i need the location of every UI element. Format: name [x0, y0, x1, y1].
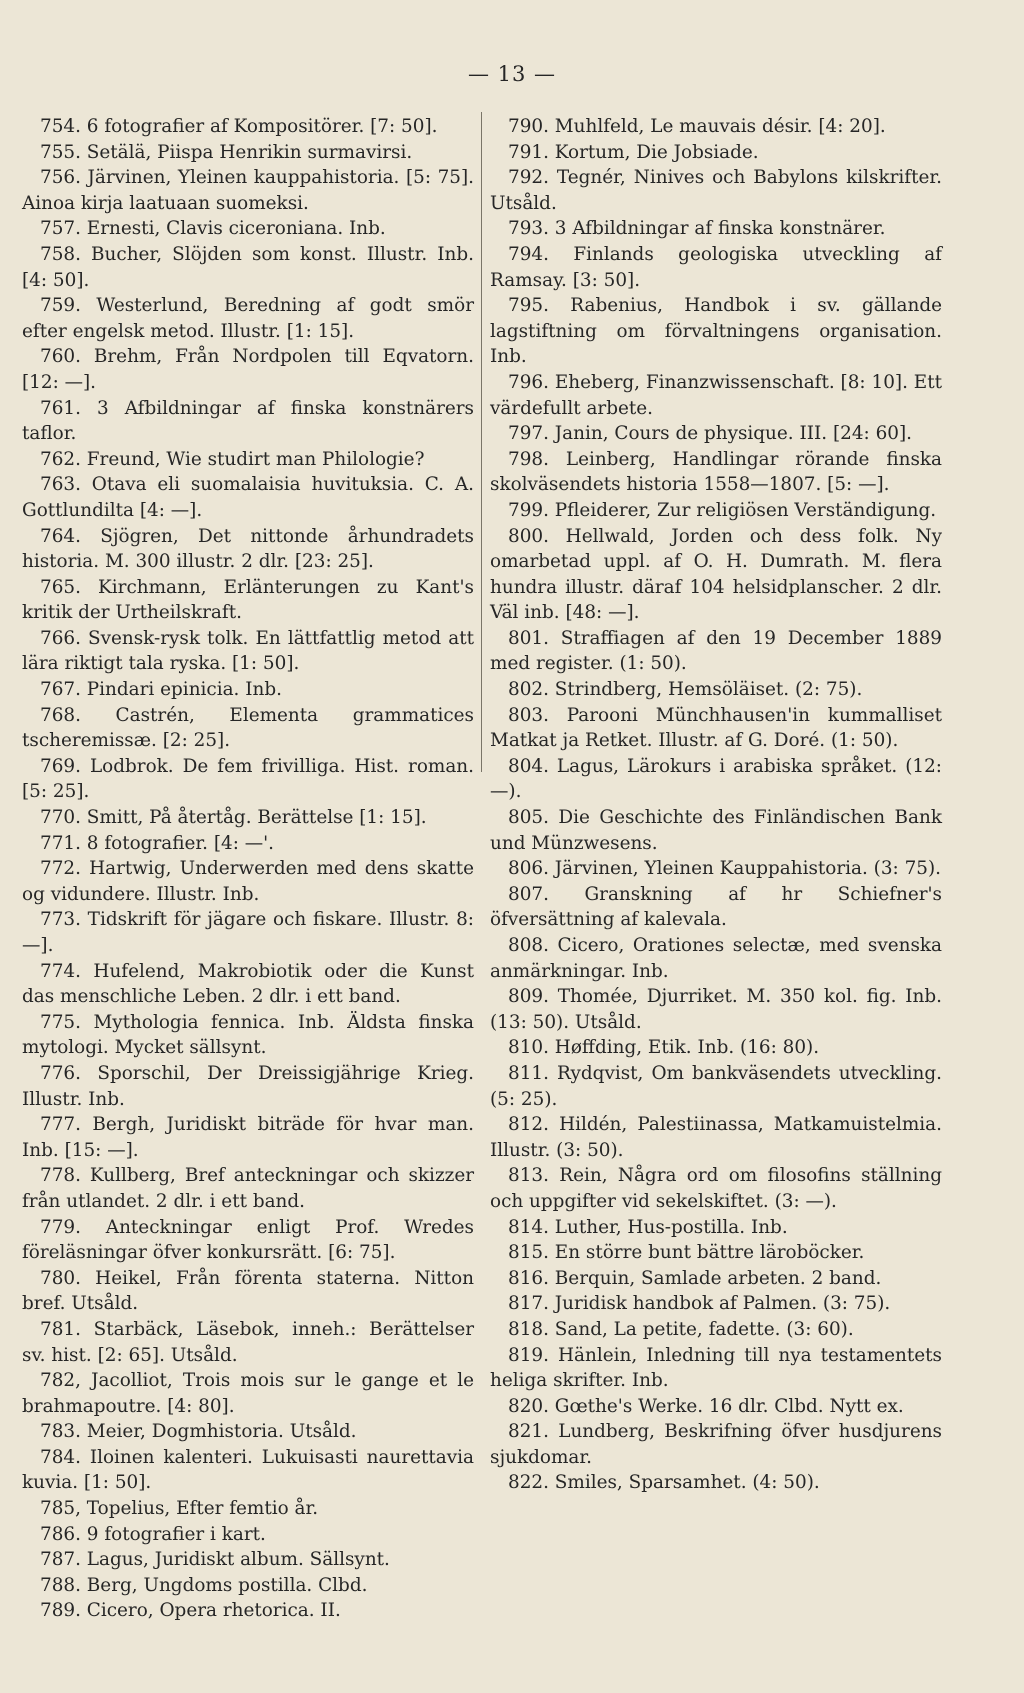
catalogue-entry: 822. Smiles, Sparsamhet. (4: 50).: [508, 1472, 820, 1494]
catalogue-entry: 793. 3 Afbildningar af finska konstnärer.: [508, 218, 886, 240]
catalogue-entry: 796. Eheberg, Finanzwissenschaft. [8: 10]. Ett värdefullt arbete.: [490, 371, 942, 419]
catalogue-entry: 762. Freund, Wie studirt man Philologie?: [40, 448, 425, 470]
catalogue-entry: 788. Berg, Ungdoms postilla. Clbd.: [40, 1574, 368, 1596]
catalogue-entry: 754. 6 fotografier af Kompositörer. [7: 50].: [40, 116, 438, 137]
catalogue-entry: 809. Thomée, Djurriket. M. 350 kol. fig. Inb. (13: 50). Utsåld.: [490, 986, 942, 1033]
catalogue-entry: 820. Gœthe's Werke. 16 dlr. Clbd. Nytt ex.: [508, 1395, 904, 1417]
catalogue-entry: 778. Kullberg, Bref anteckningar och skizzer från utlandet. 2 dlr. i ett band.: [22, 1165, 474, 1212]
catalogue-entry: 804. Lagus, Lärokurs i arabiska språket. (12: —).: [490, 755, 942, 803]
catalogue-entry: 771. 8 fotografier. [4: —'.: [40, 832, 275, 854]
catalogue-entry: 781. Starbäck, Läsebok, inneh.: Berättelser sv. hist. [2: 65]. Utsåld.: [22, 1318, 474, 1366]
catalogue-entry: 791. Kortum, Die Jobsiade.: [508, 141, 759, 163]
catalogue-entry: 769. Lodbrok. De fem frivilliga. Hist. roman. [5: 25].: [22, 755, 474, 803]
catalogue-entry: 811. Rydqvist, Om bankväsendets utveckling. (5: 25).: [490, 1062, 942, 1110]
catalogue-entry: 782, Jacolliot, Trois mois sur le gange et le brahmapoutre. [4: 80].: [22, 1370, 474, 1417]
catalogue-entry: 785, Topelius, Efter femtio år.: [40, 1498, 319, 1520]
catalogue-entry: 779. Anteckningar enligt Prof. Wredes föreläsningar öfver konkursrätt. [6: 75].: [22, 1216, 474, 1264]
catalogue-entry: 805. Die Geschichte des Finländischen Bank und Münzwesens.: [490, 807, 942, 854]
catalogue-entry: 798. Leinberg, Handlingar rörande finska skolväsendets historia 1558—1807. [5: —].: [490, 448, 942, 496]
catalogue-entry: 808. Cicero, Orationes selectæ, med svenska anmärkningar. Inb.: [490, 935, 942, 982]
catalogue-entry: 810. Høffding, Etik. Inb. (16: 80).: [508, 1037, 820, 1059]
catalogue-entry: 775. Mythologia fennica. Inb. Äldsta finska mytologi. Mycket sällsynt.: [22, 1011, 474, 1059]
catalogue-entry: 794. Finlands geologiska utveckling af Ramsay. [3: 50].: [490, 243, 942, 291]
right-column: [490, 114, 942, 1496]
catalogue-entry: 757. Ernesti, Clavis ciceroniana. Inb.: [40, 218, 386, 240]
catalogue-entry: 819. Hänlein, Inledning till nya testamentets heliga skrifter. Inb.: [490, 1344, 942, 1392]
catalogue-entry: 817. Juridisk handbok af Palmen. (3: 75).: [508, 1293, 891, 1315]
catalogue-entry: 756. Järvinen, Yleinen kauppahistoria. [5: 75]. Ainoa kirja laatuaan suomeksi.: [22, 167, 474, 214]
catalogue-entry: 787. Lagus, Juridiskt album. Sällsynt.: [40, 1549, 390, 1571]
catalogue-entry: 802. Strindberg, Hemsöläiset. (2: 75).: [508, 679, 863, 701]
catalogue-entry: 818. Sand, La petite, fadette. (3: 60).: [508, 1318, 854, 1340]
catalogue-entry: 761. 3 Afbildningar af finska konstnärers taflor.: [22, 397, 474, 445]
column-divider: [481, 112, 482, 772]
catalogue-entry: 777. Bergh, Juridiskt biträde för hvar man. Inb. [15: —].: [22, 1114, 474, 1161]
catalogue-entry: 760. Brehm, Från Nordpolen till Eqvatorn. [12: —].: [22, 346, 474, 393]
catalogue-entry: 773. Tidskrift för jägare och fiskare. Illustr. 8: —].: [22, 909, 474, 956]
catalogue-entry: 783. Meier, Dogmhistoria. Utsåld.: [40, 1421, 357, 1443]
catalogue-entry: 797. Janin, Cours de physique. III. [24: 60].: [508, 423, 913, 445]
catalogue-entry: 799. Pfleiderer, Zur religiösen Verständigung.: [508, 499, 937, 521]
catalogue-entry: 816. Berquin, Samlade arbeten. 2 band.: [508, 1267, 882, 1289]
catalogue-entry: 759. Westerlund, Beredning af godt smör efter engelsk metod. Illustr. [1: 15].: [22, 295, 474, 342]
catalogue-entry: 764. Sjögren, Det nittonde århundradets historia. M. 300 illustr. 2 dlr. [23: 25].: [22, 525, 474, 573]
catalogue-entry: 780. Heikel, Från förenta staterna. Nitton bref. Utsåld.: [22, 1267, 474, 1315]
catalogue-entry: 801. Straffiagen af den 19 December 1889 med register. (1: 50).: [490, 627, 942, 675]
left-column: [22, 114, 474, 1624]
catalogue-entry: 800. Hellwald, Jorden och dess folk. Ny omarbetad uppl. af O. H. Dumrath. M. flera hundra illustr. däraf 104 helsidplanscher. 2 dlr. Väl inb. [48: —].: [490, 525, 942, 624]
catalogue-entry: 768. Castrén, Elementa grammatices tscheremissæ. [2: 25].: [22, 704, 474, 752]
catalogue-entry: 766. Svensk-rysk tolk. En lättfattlig metod att lära riktigt tala ryska. [1: 50].: [22, 627, 474, 675]
catalogue-entry: 758. Bucher, Slöjden som konst. Illustr. Inb. [4: 50].: [22, 243, 474, 291]
catalogue-entry: 767. Pindari epinicia. Inb.: [40, 679, 282, 701]
catalogue-entry: 795. Rabenius, Handbok i sv. gällande lagstiftning om förvaltningens organisation. Inb.: [490, 295, 942, 368]
catalogue-entry: 789. Cicero, Opera rhetorica. II.: [40, 1600, 341, 1622]
page-number: — 13 —: [467, 62, 557, 86]
catalogue-entry: 755. Setälä, Piispa Henrikin surmavirsi.: [40, 141, 413, 163]
catalogue-entry: 776. Sporschil, Der Dreissigjährige Krieg. Illustr. Inb.: [22, 1062, 474, 1110]
catalogue-entry: 815. En större bunt bättre läroböcker.: [508, 1242, 865, 1264]
catalogue-entry: 803. Parooni Münchhausen'in kummalliset Matkat ja Retket. Illustr. af G. Doré. (1: 50).: [490, 704, 942, 752]
catalogue-entry: 770. Smitt, På återtåg. Berättelse [1: 15].: [40, 807, 427, 829]
catalogue-entry: 821. Lundberg, Beskrifning öfver husdjurens sjukdomar.: [490, 1421, 942, 1468]
catalogue-entry: 790. Muhlfeld, Le mauvais désir. [4: 20].: [508, 116, 886, 137]
catalogue-entry: 786. 9 fotografier i kart.: [40, 1523, 266, 1545]
catalogue-entry: 807. Granskning af hr Schiefner's öfversättning af kalevala.: [490, 883, 942, 931]
catalogue-entry: 772. Hartwig, Underwerden med dens skatte og vidundere. Illustr. Inb.: [22, 858, 474, 905]
catalogue-entry: 784. Iloinen kalenteri. Lukuisasti naurettavia kuvia. [1: 50].: [22, 1446, 474, 1494]
catalogue-entry: 792. Tegnér, Ninives och Babylons kilskrifter. Utsåld.: [490, 167, 942, 214]
catalogue-entry: 813. Rein, Några ord om filosofins ställning och uppgifter vid sekelskiftet. (3: —).: [490, 1165, 942, 1212]
catalogue-entry: 774. Hufelend, Makrobiotik oder die Kunst das menschliche Leben. 2 dlr. i ett band.: [22, 960, 474, 1008]
catalogue-entry: 814. Luther, Hus-postilla. Inb.: [508, 1216, 788, 1238]
catalogue-entry: 806. Järvinen, Yleinen Kauppahistoria. (3: 75).: [508, 858, 942, 880]
catalogue-entry: 763. Otava eli suomalaisia huvituksia. C. A. Gottlundilta [4: —].: [22, 474, 474, 521]
catalogue-entry: 765. Kirchmann, Erlänterungen zu Kant's kritik der Urtheilskraft.: [22, 576, 474, 624]
catalogue-entry: 812. Hildén, Palestiinassa, Matkamuistelmia. Illustr. (3: 50).: [490, 1114, 942, 1161]
